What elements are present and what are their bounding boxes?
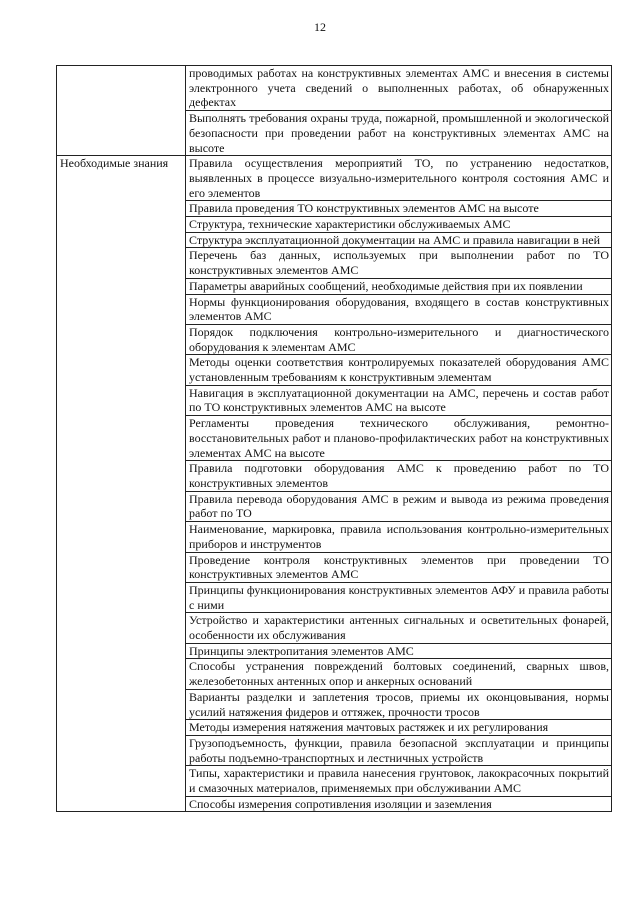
row-label-cell [57,66,186,156]
row-text-cell: Способы измерения сопротивления изоляции и заземления [186,796,612,812]
row-text-cell: Регламенты проведения технического обслуживания, ремонтно-восстановительных работ и планово-профилактических работ на конструктивных элементах АМС на высоте [186,416,612,461]
row-text-cell: Варианты разделки и заплетения тросов, приемы их оконцовывания, нормы усилий натяжения фидеров и оттяжек, прочности тросов [186,689,612,719]
row-text-cell: Грузоподъемность, функции, правила безопасной эксплуатации и принципы работы подъемно-транспортных и лестничных устройств [186,735,612,765]
row-text-cell: Проведение контроля конструктивных элементов при проведении ТО конструктивных элементов АМС [186,552,612,582]
row-text-cell: Параметры аварийных сообщений, необходимые действия при их появлении [186,278,612,294]
trail-spacer [60,171,183,233]
row-text-cell: Структура эксплуатационной документации на АМС и правила навигации в ней [186,232,612,248]
row-text-cell: Типы, характеристики и правила нанесения грунтовок, лакокрасочных покрытий и смазочных материалов, применяемых при обслуживании АМС [186,766,612,796]
table-row [57,66,612,111]
row-text-cell: Устройство и характеристики антенных сигнальных и осветительных фонарей, особенности их обслуживания [186,613,612,643]
row-text-cell: Наименование, маркировка, правила использования контрольно-измерительных приборов и инструментов [186,522,612,552]
row-text-cell: Выполнять требования охраны труда, пожарной, промышленной и экологической безопасности при проведении работ на конструктивных элементах АМС на высоте [186,111,612,156]
section-label-knowledge: Необходимые знания [60,156,169,171]
row-text-cell: Принципы электропитания элементов АМС [186,643,612,659]
row-text-cell: Методы измерения натяжения мачтовых растяжек и их регулирования [186,720,612,736]
row-text-cell: Способы устранения повреждений болтовых соединений, сварных швов, железобетонных антенных опор и анкерных оснований [186,659,612,689]
row-text-cell: Правила подготовки оборудования АМС к проведению работ по ТО конструктивных элементов [186,461,612,491]
knowledge-table [56,65,612,812]
row-text-cell: Нормы функционирования оборудования, входящего в состав конструктивных элементов АМС [186,294,612,324]
row-text-cell: Методы оценки соответствия контролируемых показателей оборудования АМС установленным требованиям к конструктивным элементам [186,355,612,385]
row-text-cell: Порядок подключения контрольно-измерительного и диагностического оборудования к элементам АМС [186,324,612,354]
row-text-cell: Правила осуществления мероприятий ТО, по устранению недостатков, выявленных в процессе визуально-измерительного контроля состояния АМС и его элементов [186,156,612,201]
row-text-cell: Навигация в эксплуатационной документации на АМС, перечень и состав работ по ТО конструктивных элементов АМС на высоте [186,385,612,415]
section-label-cell [57,156,186,812]
row-text-cell: Принципы функционирования конструктивных элементов АФУ и правила работы с ними [186,582,612,612]
row-text-cell: Структура, технические характеристики обслуживаемых АМС [186,217,612,233]
page-number: 12 [314,20,326,34]
row-text-cell: проводимых работах на конструктивных элементах АМС и внесения в системы электронного учета сведений о выполненных работах, об обнаруженных дефектах [186,66,612,111]
row-text-cell: Правила перевода оборудования АМС в режим и вывода из режима проведения работ по ТО [186,491,612,521]
row-text-cell: Правила проведения ТО конструктивных элементов АМС на высоте [186,201,612,217]
row-text-cell: Перечень баз данных, используемых при выполнении работ по ТО конструктивных элементов АМС [186,248,612,278]
table-row [57,156,612,201]
